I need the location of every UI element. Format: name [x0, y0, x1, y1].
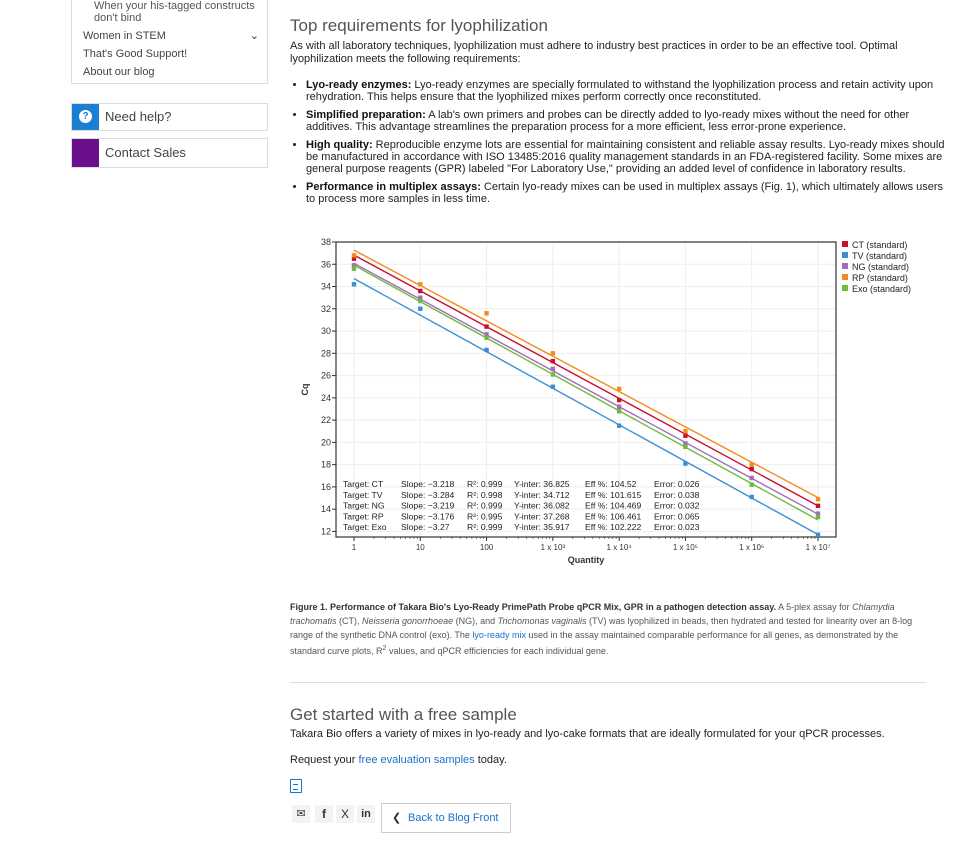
data-point: [617, 405, 621, 409]
x-share-icon[interactable]: X: [336, 805, 354, 823]
data-point: [484, 324, 488, 328]
y-tick-label: 34: [320, 281, 331, 292]
data-point: [352, 267, 356, 271]
requirement-title: Performance in multiplex assays:: [306, 181, 481, 193]
x-tick-label: 1 x 10³: [540, 543, 566, 552]
annotation-text: R²: 0.999: [467, 479, 503, 489]
data-point: [683, 445, 687, 449]
caption-title: Figure 1. Performance of Takara Bio's Lyo-Ready PrimePath Probe qPCR Mix, GPR in a pathogen detection assay.: [290, 602, 777, 612]
annotation-text: R²: 0.998: [467, 489, 503, 500]
facebook-share-icon[interactable]: f: [315, 805, 333, 823]
list-item: [306, 79, 946, 103]
chevron-down-icon[interactable]: ⌄: [249, 30, 259, 42]
x-axis-label: Quantity: [567, 555, 605, 565]
annotation-text: Eff %: 101.615: [585, 489, 642, 500]
x-tick-label: 1 x 10⁵: [672, 543, 698, 552]
data-point: [750, 467, 754, 471]
help-icon-box: [72, 104, 99, 130]
free-sample-heading: Get started with a free sample: [290, 705, 517, 724]
data-point: [418, 299, 422, 303]
contact-sales-icon-box: [72, 139, 99, 167]
sidebar: [71, 0, 268, 160]
standard-curve-chart: [296, 237, 926, 567]
y-tick-label: 28: [320, 348, 331, 359]
data-point: [352, 282, 356, 286]
data-point: [551, 372, 555, 376]
requirement-text: Reproducible enzyme lots are essential for maintaining consistent and reliable assay results. Lyo-ready mixes should be manufactured in accordance with ISO 13485:2016 quality management standards in an FDA-registered facility. Some mixes are general purpose reagents (GPR) labeled "For Laboratory Use," providing an added level of confidence in laboratory results.: [306, 139, 945, 175]
sidebar-item-about-blog[interactable]: About our blog: [83, 66, 155, 78]
data-point: [418, 282, 422, 286]
y-tick-label: 38: [320, 237, 331, 247]
annotation-text: Eff %: 104.469: [585, 500, 642, 511]
data-point: [750, 476, 754, 480]
legend-swatch: [842, 285, 848, 291]
data-point: [484, 348, 488, 352]
annotation-text: Error: 0.038: [654, 489, 700, 500]
x-tick-label: 1 x 10⁴: [606, 543, 632, 552]
data-point: [816, 504, 820, 508]
y-tick-label: 12: [320, 526, 331, 537]
annotation-text: Slope: −3.284: [401, 489, 455, 500]
annotation-text: Target: RP: [343, 511, 384, 522]
annotation-text: Slope: −3.218: [401, 479, 455, 489]
y-tick-label: 16: [320, 481, 331, 492]
data-point: [617, 423, 621, 427]
sidebar-item-label: Women in STEM: [83, 30, 166, 42]
x-tick-label: 1 x 10⁷: [805, 543, 831, 552]
list-item: [306, 109, 946, 133]
legend-swatch: [842, 274, 848, 280]
caption-text: used in the assay maintained comparable performance for all genes, as demonstrated by the standard curve plots, R: [290, 630, 899, 656]
data-point: [617, 409, 621, 413]
request-paragraph: [290, 754, 507, 766]
legend-swatch: [842, 241, 848, 247]
annotation-text: R²: 0.999: [467, 522, 503, 533]
legend-swatch: [842, 263, 848, 269]
series-line: [354, 263, 818, 514]
requirement-text: Certain lyo-ready mixes can be used in multiplex assays (Fig. 1), which ultimately allows users to process more samples in less time.: [306, 181, 944, 205]
annotation-text: Y-inter: 35.917: [514, 522, 570, 533]
chart-svg: [296, 237, 926, 567]
annotation-text: Error: 0.032: [654, 500, 700, 511]
caption-superscript: 2: [382, 645, 387, 652]
sidebar-item-women-in-stem[interactable]: [72, 27, 267, 45]
caption-species: Chlamydia trachomatis: [290, 602, 895, 626]
annotation-text: Error: 0.023: [654, 522, 700, 533]
x-tick-label: 10: [415, 543, 425, 552]
requirements-list: [290, 79, 946, 211]
contact-sales-button[interactable]: [71, 138, 268, 168]
data-point: [551, 351, 555, 355]
x-tick-label: 1: [351, 543, 357, 552]
figure-caption: [290, 600, 930, 658]
legend-label: TV (standard): [852, 251, 908, 261]
free-sample-text: Takara Bio offers a variety of mixes in lyo-ready and lyo-cake formats that are ideally formulated for your qPCR processes.: [290, 728, 885, 740]
caption-species: Neisseria gonorrhoeae: [362, 616, 454, 626]
data-point: [683, 461, 687, 465]
annotation-text: Target: CT: [343, 479, 384, 489]
data-point: [750, 482, 754, 486]
lyo-ready-mix-link[interactable]: lyo-ready mix: [472, 630, 526, 640]
data-point: [352, 253, 356, 257]
data-point: [750, 462, 754, 466]
contact-sales-label: Contact Sales: [105, 145, 186, 160]
chevron-left-icon: ❮: [392, 812, 402, 824]
sidebar-item-good-support[interactable]: That's Good Support!: [83, 48, 188, 60]
caption-text: (TV) was lyophilized in beads, then hydrated and tested for linearity over an 8-log range of the synthetic DNA control (exo). The: [290, 616, 913, 640]
annotation-text: Error: 0.065: [654, 511, 700, 522]
y-tick-label: 14: [320, 504, 331, 515]
annotation-text: Target: Exo: [343, 522, 387, 533]
data-point: [683, 433, 687, 437]
free-samples-link[interactable]: free evaluation samples: [358, 754, 475, 766]
caption-text: A 5-plex assay for: [776, 602, 853, 612]
annotation-text: Y-inter: 34.712: [514, 489, 570, 500]
y-tick-label: 26: [320, 370, 331, 381]
data-point: [484, 311, 488, 315]
series-line: [354, 255, 818, 506]
data-point: [816, 497, 820, 501]
legend-swatch: [842, 252, 848, 258]
legend-label: Exo (standard): [852, 284, 912, 294]
legend-label: NG (standard): [852, 262, 910, 272]
list-item: [306, 181, 946, 205]
data-point: [816, 533, 820, 537]
data-point: [418, 289, 422, 293]
intro-paragraph: As with all laboratory techniques, lyophilization must adhere to industry best practices in order to be an effective tool. Optimal lyophilization meets the following requirements:: [290, 40, 898, 65]
x-tick-label: 1 x 10⁶: [739, 543, 765, 552]
y-tick-label: 20: [320, 437, 331, 448]
series-line: [354, 250, 818, 497]
annotation-text: Eff %: 104.52: [585, 479, 637, 489]
data-point: [683, 429, 687, 433]
email-share-icon[interactable]: ✉: [292, 805, 310, 823]
annotation-text: Y-inter: 36.082: [514, 500, 570, 511]
data-point: [750, 495, 754, 499]
pdf-icon[interactable]: [290, 779, 302, 793]
data-point: [484, 336, 488, 340]
annotation-text: R²: 0.995: [467, 511, 503, 522]
back-to-blog-button[interactable]: [381, 803, 511, 833]
section-heading: Top requirements for lyophilization: [290, 16, 548, 35]
data-point: [617, 398, 621, 402]
caption-text: (NG), and: [453, 616, 498, 626]
request-text: Request your: [290, 754, 359, 766]
requirement-title: High quality:: [306, 139, 373, 151]
legend-label: RP (standard): [852, 273, 908, 283]
need-help-label: Need help?: [105, 109, 172, 124]
annotation-text: Error: 0.026: [654, 479, 700, 489]
annotation-text: Y-inter: 37.268: [514, 511, 570, 522]
annotation-text: Eff %: 106.461: [585, 511, 642, 522]
y-axis-label: Cq: [300, 383, 310, 396]
annotation-text: Eff %: 102.222: [585, 522, 642, 533]
x-tick-label: 100: [479, 543, 494, 552]
sidebar-item-his-tagged[interactable]: When your his-tagged constructs don't bind: [94, 0, 255, 24]
annotation-text: Y-inter: 36.825: [514, 479, 570, 489]
data-point: [617, 387, 621, 391]
back-to-blog-label: Back to Blog Front: [408, 812, 499, 824]
requirement-title: Simplified preparation:: [306, 109, 426, 121]
annotation-text: R²: 0.999: [467, 500, 503, 511]
data-point: [551, 367, 555, 371]
requirement-text: Lyo-ready enzymes are specially formulated to withstand the lyophilization process and retain activity upon rehydration. This helps ensure that the lyophilized mixes perform correctly once reconstituted.: [306, 79, 934, 103]
requirement-text: A lab's own primers and probes can be directly added to lyo-ready mixes without the need for other additives. This advantage streamlines the preparation process for a more efficient, less error-prone experience.: [306, 109, 910, 133]
y-tick-label: 30: [320, 326, 331, 337]
annotation-text: Slope: −3.219: [401, 500, 455, 511]
legend-label: CT (standard): [852, 240, 908, 250]
annotation-text: Target: TV: [343, 489, 383, 500]
y-tick-label: 32: [320, 303, 331, 314]
annotation-text: Target: NG: [343, 500, 385, 511]
data-point: [418, 307, 422, 311]
y-tick-label: 24: [320, 392, 331, 403]
caption-species: Trichomonas vaginalis: [497, 616, 587, 626]
caption-text: values, and qPCR efficiencies for each individual gene.: [386, 646, 609, 656]
request-text: today.: [474, 754, 507, 766]
annotation-text: Slope: −3.176: [401, 511, 455, 522]
requirement-title: Lyo-ready enzymes:: [306, 79, 412, 91]
list-item: [306, 139, 946, 175]
y-tick-label: 36: [320, 259, 331, 270]
divider: [290, 682, 926, 683]
caption-text: (CT),: [336, 616, 363, 626]
data-point: [816, 515, 820, 519]
need-help-button[interactable]: [71, 103, 268, 131]
question-icon: ?: [79, 110, 92, 123]
annotation-text: Slope: −3.27: [401, 522, 450, 533]
y-tick-label: 22: [320, 415, 331, 426]
linkedin-share-icon[interactable]: in: [357, 805, 375, 823]
blog-category-menu: [71, 0, 268, 84]
data-point: [551, 385, 555, 389]
y-tick-label: 18: [320, 459, 331, 470]
data-point: [551, 359, 555, 363]
